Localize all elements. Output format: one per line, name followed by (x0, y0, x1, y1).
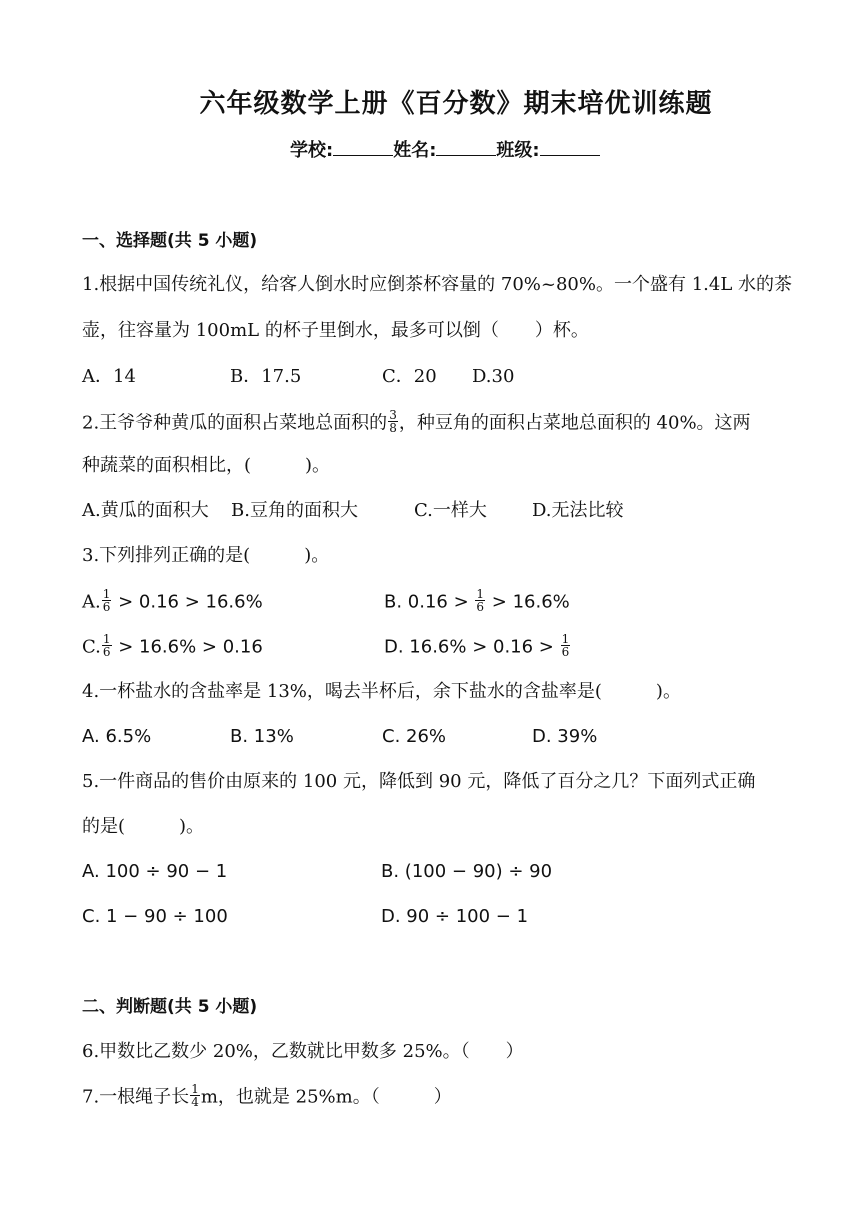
q4-option-c: C. 26% (382, 726, 447, 747)
q2-option-b: B.豆角的面积大 (231, 500, 358, 521)
q3-b-numerator: 1 (476, 587, 485, 601)
q3-stem: 3.下列排列正确的是( )。 (82, 545, 330, 566)
name-blank (436, 141, 496, 156)
q3-d-numerator: 1 (561, 632, 570, 646)
q3-b-text: B. 0.16 > (384, 591, 475, 613)
school-label: 学校: (290, 140, 334, 161)
q5-option-d: D. 90 ÷ 100 − 1 (381, 906, 529, 927)
q2-option-a: A.黄瓜的面积大 (82, 500, 209, 521)
q1-option-c: C．20 (382, 366, 437, 387)
q7-frac-numerator: 1 (191, 1082, 199, 1096)
q2-option-d: D.无法比较 (532, 500, 624, 521)
q3-a-denominator: 6 (102, 600, 111, 614)
q7-stem (82, 1082, 452, 1110)
q3-option-c (82, 632, 263, 660)
student-info-line (290, 140, 600, 162)
q3-b-rest: > 16.6% (486, 591, 570, 613)
q3-a-rest: > 0.16 > 16.6% (112, 591, 263, 613)
q3-c-denominator: 6 (102, 645, 111, 659)
q4-option-a: A. 6.5% (82, 726, 152, 747)
q4-option-b: B. 13% (230, 726, 294, 747)
q7-text-pre: 7.一根绳子长 (82, 1086, 190, 1108)
q2-option-c: C.一样大 (414, 500, 487, 521)
section-heading-judgement: 二、判断题(共 5 小题) (82, 997, 258, 1017)
section-heading-choice: 一、选择题(共 5 小题) (82, 231, 258, 251)
class-label: 班级: (496, 140, 540, 161)
q4-stem: 4.一杯盐水的含盐率是 13%，喝去半杯后，余下盐水的含盐率是( )。 (82, 681, 681, 702)
q2-frac-denominator: 8 (389, 421, 397, 435)
q3-c-rest: > 16.6% > 0.16 (112, 636, 263, 658)
q4-option-d: D. 39% (532, 726, 598, 747)
q5-line1: 5.一件商品的售价由原来的 100 元，降低到 90 元，降低了百分之几？下面列式正确 (82, 771, 756, 792)
q2-fraction (388, 409, 398, 434)
name-label: 姓名: (393, 140, 437, 161)
q5-option-c: C. 1 − 90 ÷ 100 (82, 906, 228, 927)
q7-fraction (190, 1083, 200, 1108)
q5-option-a: A. 100 ÷ 90 − 1 (82, 861, 228, 882)
q3-c-numerator: 1 (102, 632, 111, 646)
q1-option-d: D.30 (472, 366, 515, 387)
q1-line2: 壶，往容量为 100mL 的杯子里倒水，最多可以倒（ ）杯。 (82, 320, 589, 341)
school-blank (333, 141, 393, 156)
q7-frac-denominator: 4 (191, 1095, 199, 1109)
q2-line2: 种蔬菜的面积相比，( )。 (82, 455, 331, 476)
q7-text-post: m，也就是 25%m。（ ） (200, 1086, 452, 1108)
q3-d-fraction (561, 633, 571, 658)
q2-text-pre: 2.王爷爷种黄瓜的面积占菜地总面积的 (82, 412, 388, 434)
q3-d-text: D. 16.6% > 0.16 > (384, 636, 560, 658)
q2-line1 (82, 408, 751, 436)
q5-option-b: B. (100 − 90) ÷ 90 (381, 861, 553, 882)
q3-c-fraction (102, 633, 112, 658)
q1-option-a: A．14 (82, 366, 136, 387)
q6-stem: 6.甲数比乙数少 20%，乙数就比甲数多 25%。（ ） (82, 1041, 524, 1062)
q3-b-fraction (475, 588, 485, 613)
q1-line1: 1.根据中国传统礼仪，给客人倒水时应倒茶杯容量的 70%~80%。一个盛有 1.4L 水的茶 (82, 274, 793, 295)
q1-option-b: B．17.5 (230, 366, 302, 387)
q2-text-post: ，种豆角的面积占菜地总面积的 40%。这两 (398, 412, 751, 434)
class-blank (540, 141, 600, 156)
q3-b-denominator: 6 (476, 600, 485, 614)
q3-d-denominator: 6 (561, 645, 570, 659)
q3-a-fraction (102, 588, 112, 613)
q3-option-b (384, 587, 570, 615)
q3-option-a (82, 587, 263, 615)
page-title: 六年级数学上册《百分数》期末培优训练题 (199, 89, 713, 119)
q3-a-numerator: 1 (102, 587, 111, 601)
q3-c-label: C. (82, 636, 101, 658)
q5-line2: 的是( )。 (82, 816, 205, 837)
q3-option-d (384, 632, 571, 660)
q2-frac-numerator: 3 (389, 408, 397, 422)
q3-a-label: A. (82, 591, 101, 613)
